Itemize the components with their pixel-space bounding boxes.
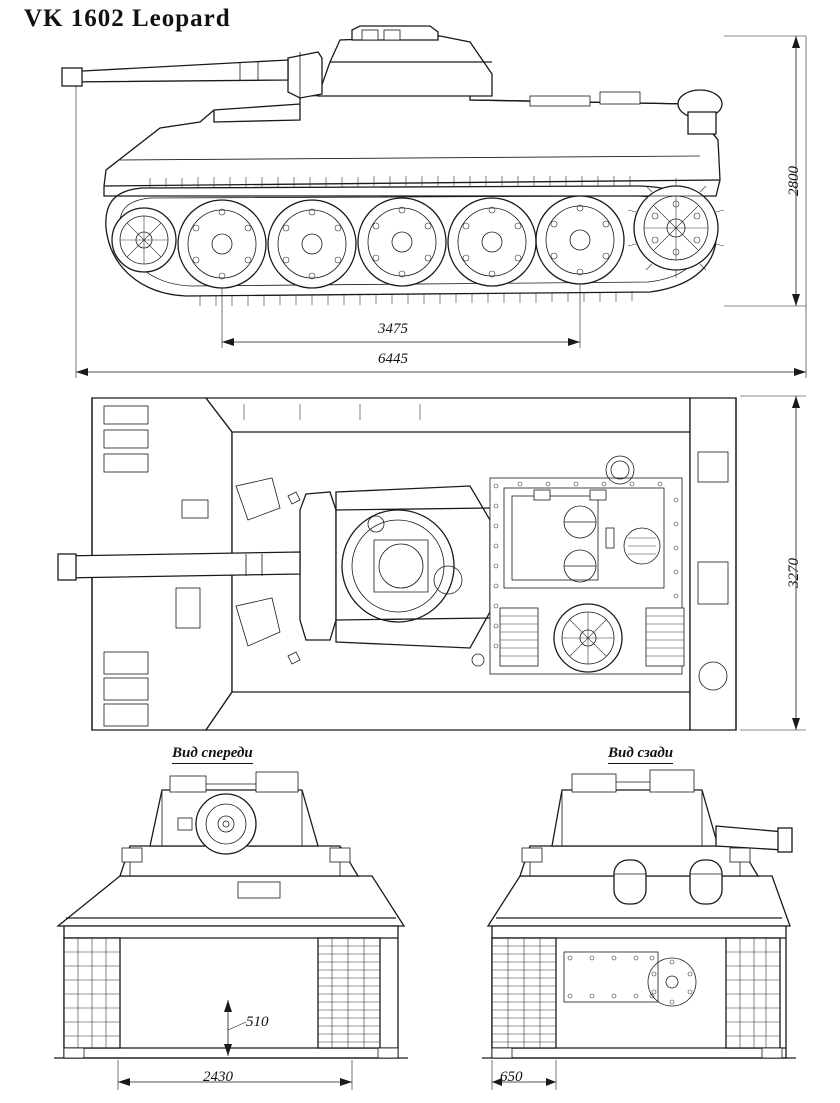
dim-label-track-contact-length: 3475 [378,321,408,337]
rear-view [482,770,796,1090]
dim-label-track-width: 650 [500,1069,523,1085]
road-wheels [178,196,624,288]
dim-label-ground-clearance: 510 [246,1014,269,1030]
dim-2430 [118,1060,352,1090]
side-view [62,26,806,378]
dim-label-height-overall: 2800 [786,166,802,196]
view-caption-front: Вид спереди [172,745,253,764]
dim-label-overall-length: 6445 [378,351,408,367]
dim-label-overall-width-top: 3270 [786,558,802,588]
front-view [54,772,408,1090]
top-view [58,396,806,730]
dim-label-overall-width-front: 2430 [203,1069,233,1085]
page-title: VK 1602 Leopard [24,5,231,32]
view-caption-rear: Вид сзади [608,745,673,764]
